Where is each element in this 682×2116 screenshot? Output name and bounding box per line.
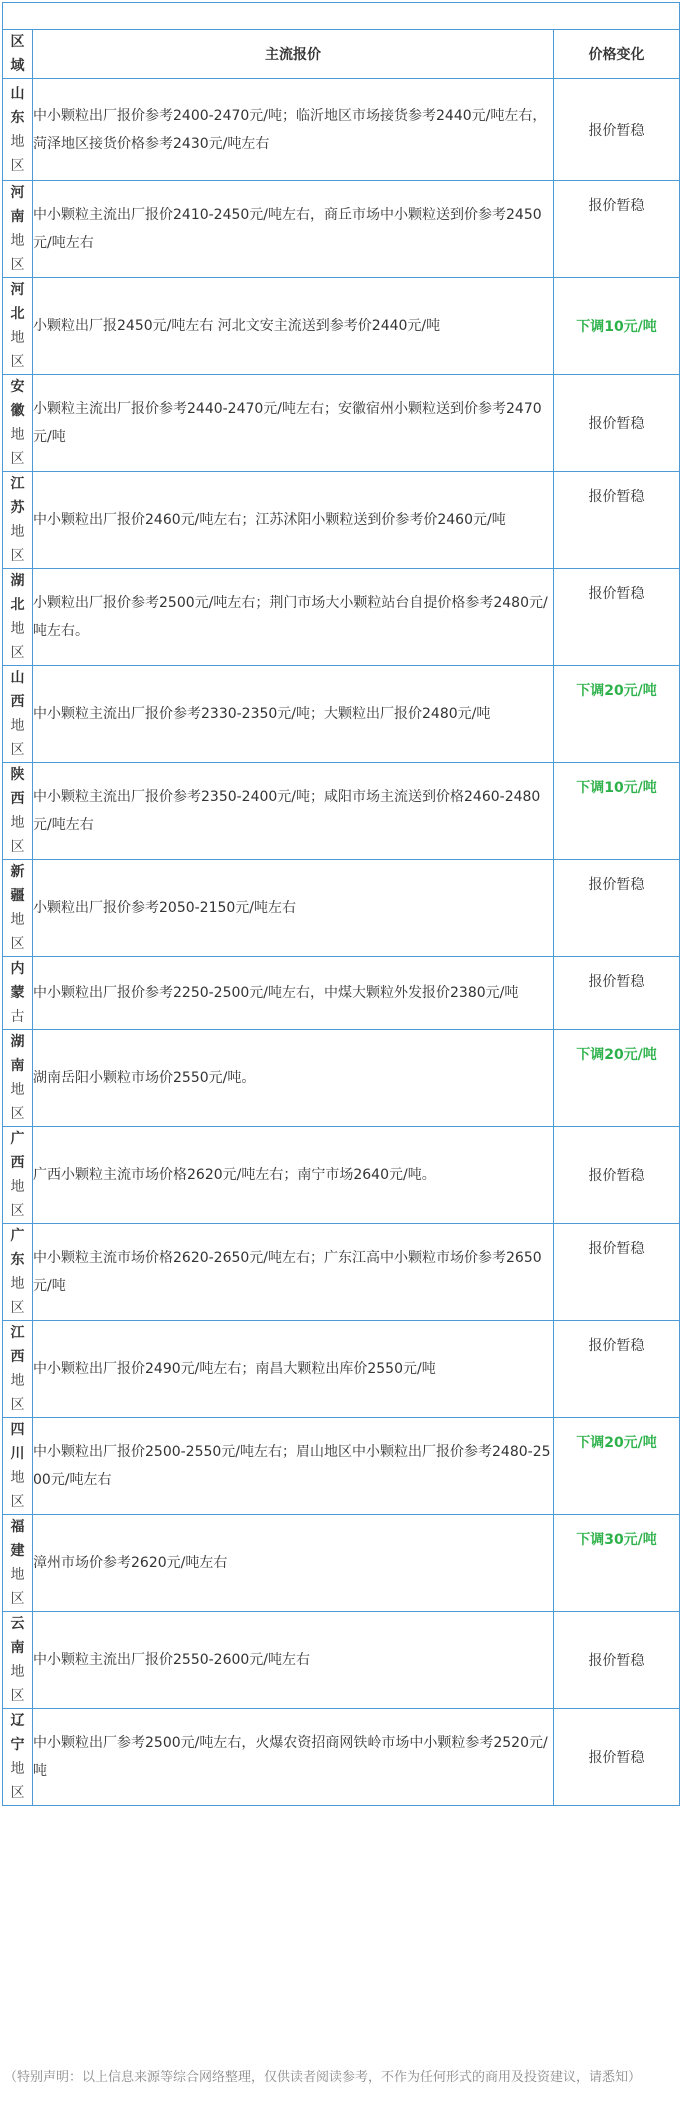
- region-char: 地: [10, 1567, 25, 1583]
- quote-cell: 中小颗粒出厂报价2460元/吨左右；江苏沭阳小颗粒送到价参考价2460元/吨: [33, 472, 554, 569]
- region-char: 区: [10, 1591, 25, 1607]
- change-cell: 下调20元/吨: [554, 1030, 680, 1127]
- region-cell: [3, 666, 33, 763]
- region-char: 福: [10, 1519, 25, 1535]
- region-char: 区: [10, 1688, 25, 1704]
- region-char: 东: [10, 1252, 25, 1268]
- region-char: 地: [10, 1761, 25, 1777]
- change-cell: 报价暂稳: [554, 1612, 680, 1709]
- region-char: 古: [10, 1009, 25, 1025]
- table-body: [3, 79, 680, 1806]
- region-char: 西: [10, 791, 25, 807]
- table-row: [3, 1612, 680, 1709]
- region-cell: [3, 79, 33, 181]
- change-cell: 下调30元/吨: [554, 1515, 680, 1612]
- region-char: 徽: [10, 403, 25, 419]
- table-row: [3, 1030, 680, 1127]
- quote-cell: 中小颗粒出厂参考2500元/吨左右，火爆农资招商网铁岭市场中小颗粒参考2520元/吨: [33, 1709, 554, 1806]
- region-char: 广: [10, 1131, 25, 1147]
- quote-cell: 小颗粒主流出厂报价参考2440-2470元/吨左右；安徽宿州小颗粒送到价参考2470元/吨: [33, 375, 554, 472]
- change-cell: 报价暂稳: [554, 79, 680, 181]
- region-char: 区: [10, 1106, 25, 1122]
- quote-cell: 中小颗粒主流出厂报价参考2330-2350元/吨；大颗粒出厂报价2480元/吨: [33, 666, 554, 763]
- region-char: 区: [10, 839, 25, 855]
- region-char: 南: [10, 1640, 25, 1656]
- region-char: 地: [10, 133, 25, 150]
- table-row: [3, 666, 680, 763]
- change-cell: 报价暂稳: [554, 181, 680, 278]
- region-char: 地: [10, 427, 25, 443]
- region-char: 苏: [10, 500, 25, 516]
- region-char: 宁: [10, 1737, 25, 1753]
- change-cell: 下调20元/吨: [554, 666, 680, 763]
- region-char: 广: [10, 1228, 25, 1244]
- region-char: 区: [10, 451, 25, 467]
- region-cell: [3, 1418, 33, 1515]
- region-char: 河: [10, 282, 25, 298]
- region-char: 江: [10, 1325, 25, 1341]
- region-char: 区: [10, 936, 25, 952]
- change-cell: 报价暂稳: [554, 1709, 680, 1806]
- quote-cell: 小颗粒出厂报价参考2500元/吨左右；荆门市场大小颗粒站台自提价格参考2480元/吨左右。: [33, 569, 554, 666]
- region-char: 区: [10, 1397, 25, 1413]
- table-row: [3, 79, 680, 181]
- region-char: 山: [10, 670, 25, 686]
- region-cell: [3, 1612, 33, 1709]
- region-char: 区: [10, 1203, 25, 1219]
- region-cell: [3, 763, 33, 860]
- table-row: [3, 1127, 680, 1224]
- region-char: 川: [10, 1446, 25, 1462]
- quote-cell: 中小颗粒出厂报价2500-2550元/吨左右；眉山地区中小颗粒出厂报价参考2480-2500元/吨左右: [33, 1418, 554, 1515]
- table-row: [3, 181, 680, 278]
- table-header-row: [3, 30, 680, 79]
- region-char: 区: [10, 1300, 25, 1316]
- region-char: 内: [10, 961, 25, 977]
- region-char: 陕: [10, 767, 25, 783]
- region-char: 山: [10, 85, 25, 102]
- region-char: 西: [10, 1155, 25, 1171]
- quote-cell: 中小颗粒出厂报价参考2400-2470元/吨；临沂地区市场接货参考2440元/吨左右，菏泽地区接货价格参考2430元/吨左右: [33, 79, 554, 181]
- region-char: 四: [10, 1422, 25, 1438]
- table-row: [3, 1515, 680, 1612]
- price-table-frame: [2, 2, 679, 1806]
- change-cell: 报价暂稳: [554, 860, 680, 957]
- region-char: 地: [10, 1179, 25, 1195]
- region-char: 建: [10, 1543, 25, 1559]
- region-cell: [3, 278, 33, 375]
- region-cell: [3, 472, 33, 569]
- table-row: [3, 569, 680, 666]
- table-row: [3, 763, 680, 860]
- region-cell: [3, 1321, 33, 1418]
- region-char: 辽: [10, 1713, 25, 1729]
- region-char: 地: [10, 1664, 25, 1680]
- region-char: 区: [10, 157, 25, 174]
- change-cell: 报价暂稳: [554, 472, 680, 569]
- region-char: 地: [10, 1470, 25, 1486]
- region-cell: [3, 375, 33, 472]
- table-row: [3, 1321, 680, 1418]
- region-char: 地: [10, 621, 25, 637]
- region-cell: [3, 1127, 33, 1224]
- table-row: [3, 1709, 680, 1806]
- region-char: 南: [10, 209, 25, 225]
- table-row: [3, 1418, 680, 1515]
- region-char: 地: [10, 815, 25, 831]
- region-char: 地: [10, 233, 25, 249]
- header-region-char-2: 域: [10, 58, 25, 74]
- region-cell: [3, 1224, 33, 1321]
- change-cell: 下调10元/吨: [554, 763, 680, 860]
- region-char: 北: [10, 597, 25, 613]
- change-cell: 报价暂稳: [554, 957, 680, 1030]
- change-cell: 下调10元/吨: [554, 278, 680, 375]
- quote-cell: 中小颗粒出厂报价参考2250-2500元/吨左右，中煤大颗粒外发报价2380元/吨: [33, 957, 554, 1030]
- region-char: 疆: [10, 888, 25, 904]
- table-top-cell: [3, 3, 680, 30]
- change-cell: 下调20元/吨: [554, 1418, 680, 1515]
- region-char: 湖: [10, 573, 25, 589]
- disclaimer-note: （特别声明：以上信息来源等综合网络整理，仅供读者阅读参考，不作为任何形式的商用及投资建议，请悉知）: [4, 2070, 642, 2085]
- region-char: 区: [10, 354, 25, 370]
- table-row: [3, 472, 680, 569]
- header-region: [3, 30, 33, 79]
- region-char: 北: [10, 306, 25, 322]
- region-char: 河: [10, 185, 25, 201]
- table-row: [3, 375, 680, 472]
- region-char: 区: [10, 742, 25, 758]
- region-char: 区: [10, 257, 25, 273]
- quote-cell: 中小颗粒主流出厂报价参考2350-2400元/吨；咸阳市场主流送到价格2460-2480元/吨左右: [33, 763, 554, 860]
- quote-cell: 中小颗粒主流出厂报价2410-2450元/吨左右，商丘市场中小颗粒送到价参考2450元/吨左右: [33, 181, 554, 278]
- region-char: 南: [10, 1058, 25, 1074]
- table-row: [3, 1224, 680, 1321]
- region-char: 地: [10, 912, 25, 928]
- change-cell: 报价暂稳: [554, 1321, 680, 1418]
- region-char: 江: [10, 476, 25, 492]
- region-char: 东: [10, 109, 25, 126]
- quote-cell: 中小颗粒主流出厂报价2550-2600元/吨左右: [33, 1612, 554, 1709]
- change-cell: 报价暂稳: [554, 1127, 680, 1224]
- region-char: 云: [10, 1616, 25, 1632]
- change-cell: 报价暂稳: [554, 1224, 680, 1321]
- region-cell: [3, 1030, 33, 1127]
- region-char: 西: [10, 694, 25, 710]
- quote-cell: 小颗粒出厂报2450元/吨左右 河北文安主流送到参考价2440元/吨: [33, 278, 554, 375]
- region-char: 安: [10, 379, 25, 395]
- region-char: 地: [10, 718, 25, 734]
- quote-cell: 中小颗粒出厂报价2490元/吨左右；南昌大颗粒出库价2550元/吨: [33, 1321, 554, 1418]
- quote-cell: 湖南岳阳小颗粒市场价2550元/吨。: [33, 1030, 554, 1127]
- region-cell: [3, 181, 33, 278]
- region-char: 新: [10, 864, 25, 880]
- region-char: 湖: [10, 1034, 25, 1050]
- header-quote: 主流报价: [33, 30, 554, 79]
- table-row: [3, 278, 680, 375]
- region-cell: [3, 957, 33, 1030]
- region-char: 西: [10, 1349, 25, 1365]
- region-char: 地: [10, 1276, 25, 1292]
- region-cell: [3, 569, 33, 666]
- region-char: 地: [10, 524, 25, 540]
- quote-cell: 小颗粒出厂报价参考2050-2150元/吨左右: [33, 860, 554, 957]
- quote-cell: 广西小颗粒主流市场价格2620元/吨左右；南宁市场2640元/吨。: [33, 1127, 554, 1224]
- region-char: 地: [10, 330, 25, 346]
- table-row: [3, 860, 680, 957]
- region-char: 区: [10, 548, 25, 564]
- region-char: 蒙: [10, 985, 25, 1001]
- change-cell: 报价暂稳: [554, 569, 680, 666]
- price-table: [2, 2, 680, 1806]
- table-row: [3, 957, 680, 1030]
- quote-cell: 中小颗粒主流市场价格2620-2650元/吨左右；广东江高中小颗粒市场价参考2650元/吨: [33, 1224, 554, 1321]
- region-char: 区: [10, 645, 25, 661]
- header-change: 价格变化: [554, 30, 680, 79]
- region-cell: [3, 1515, 33, 1612]
- region-cell: [3, 860, 33, 957]
- region-char: 地: [10, 1373, 25, 1389]
- region-cell: [3, 1709, 33, 1806]
- change-cell: 报价暂稳: [554, 375, 680, 472]
- region-char: 区: [10, 1494, 25, 1510]
- quote-cell: 漳州市场价参考2620元/吨左右: [33, 1515, 554, 1612]
- header-region-char-1: 区: [10, 34, 25, 50]
- table-top-row: [3, 3, 680, 30]
- region-char: 区: [10, 1785, 25, 1801]
- region-char: 地: [10, 1082, 25, 1098]
